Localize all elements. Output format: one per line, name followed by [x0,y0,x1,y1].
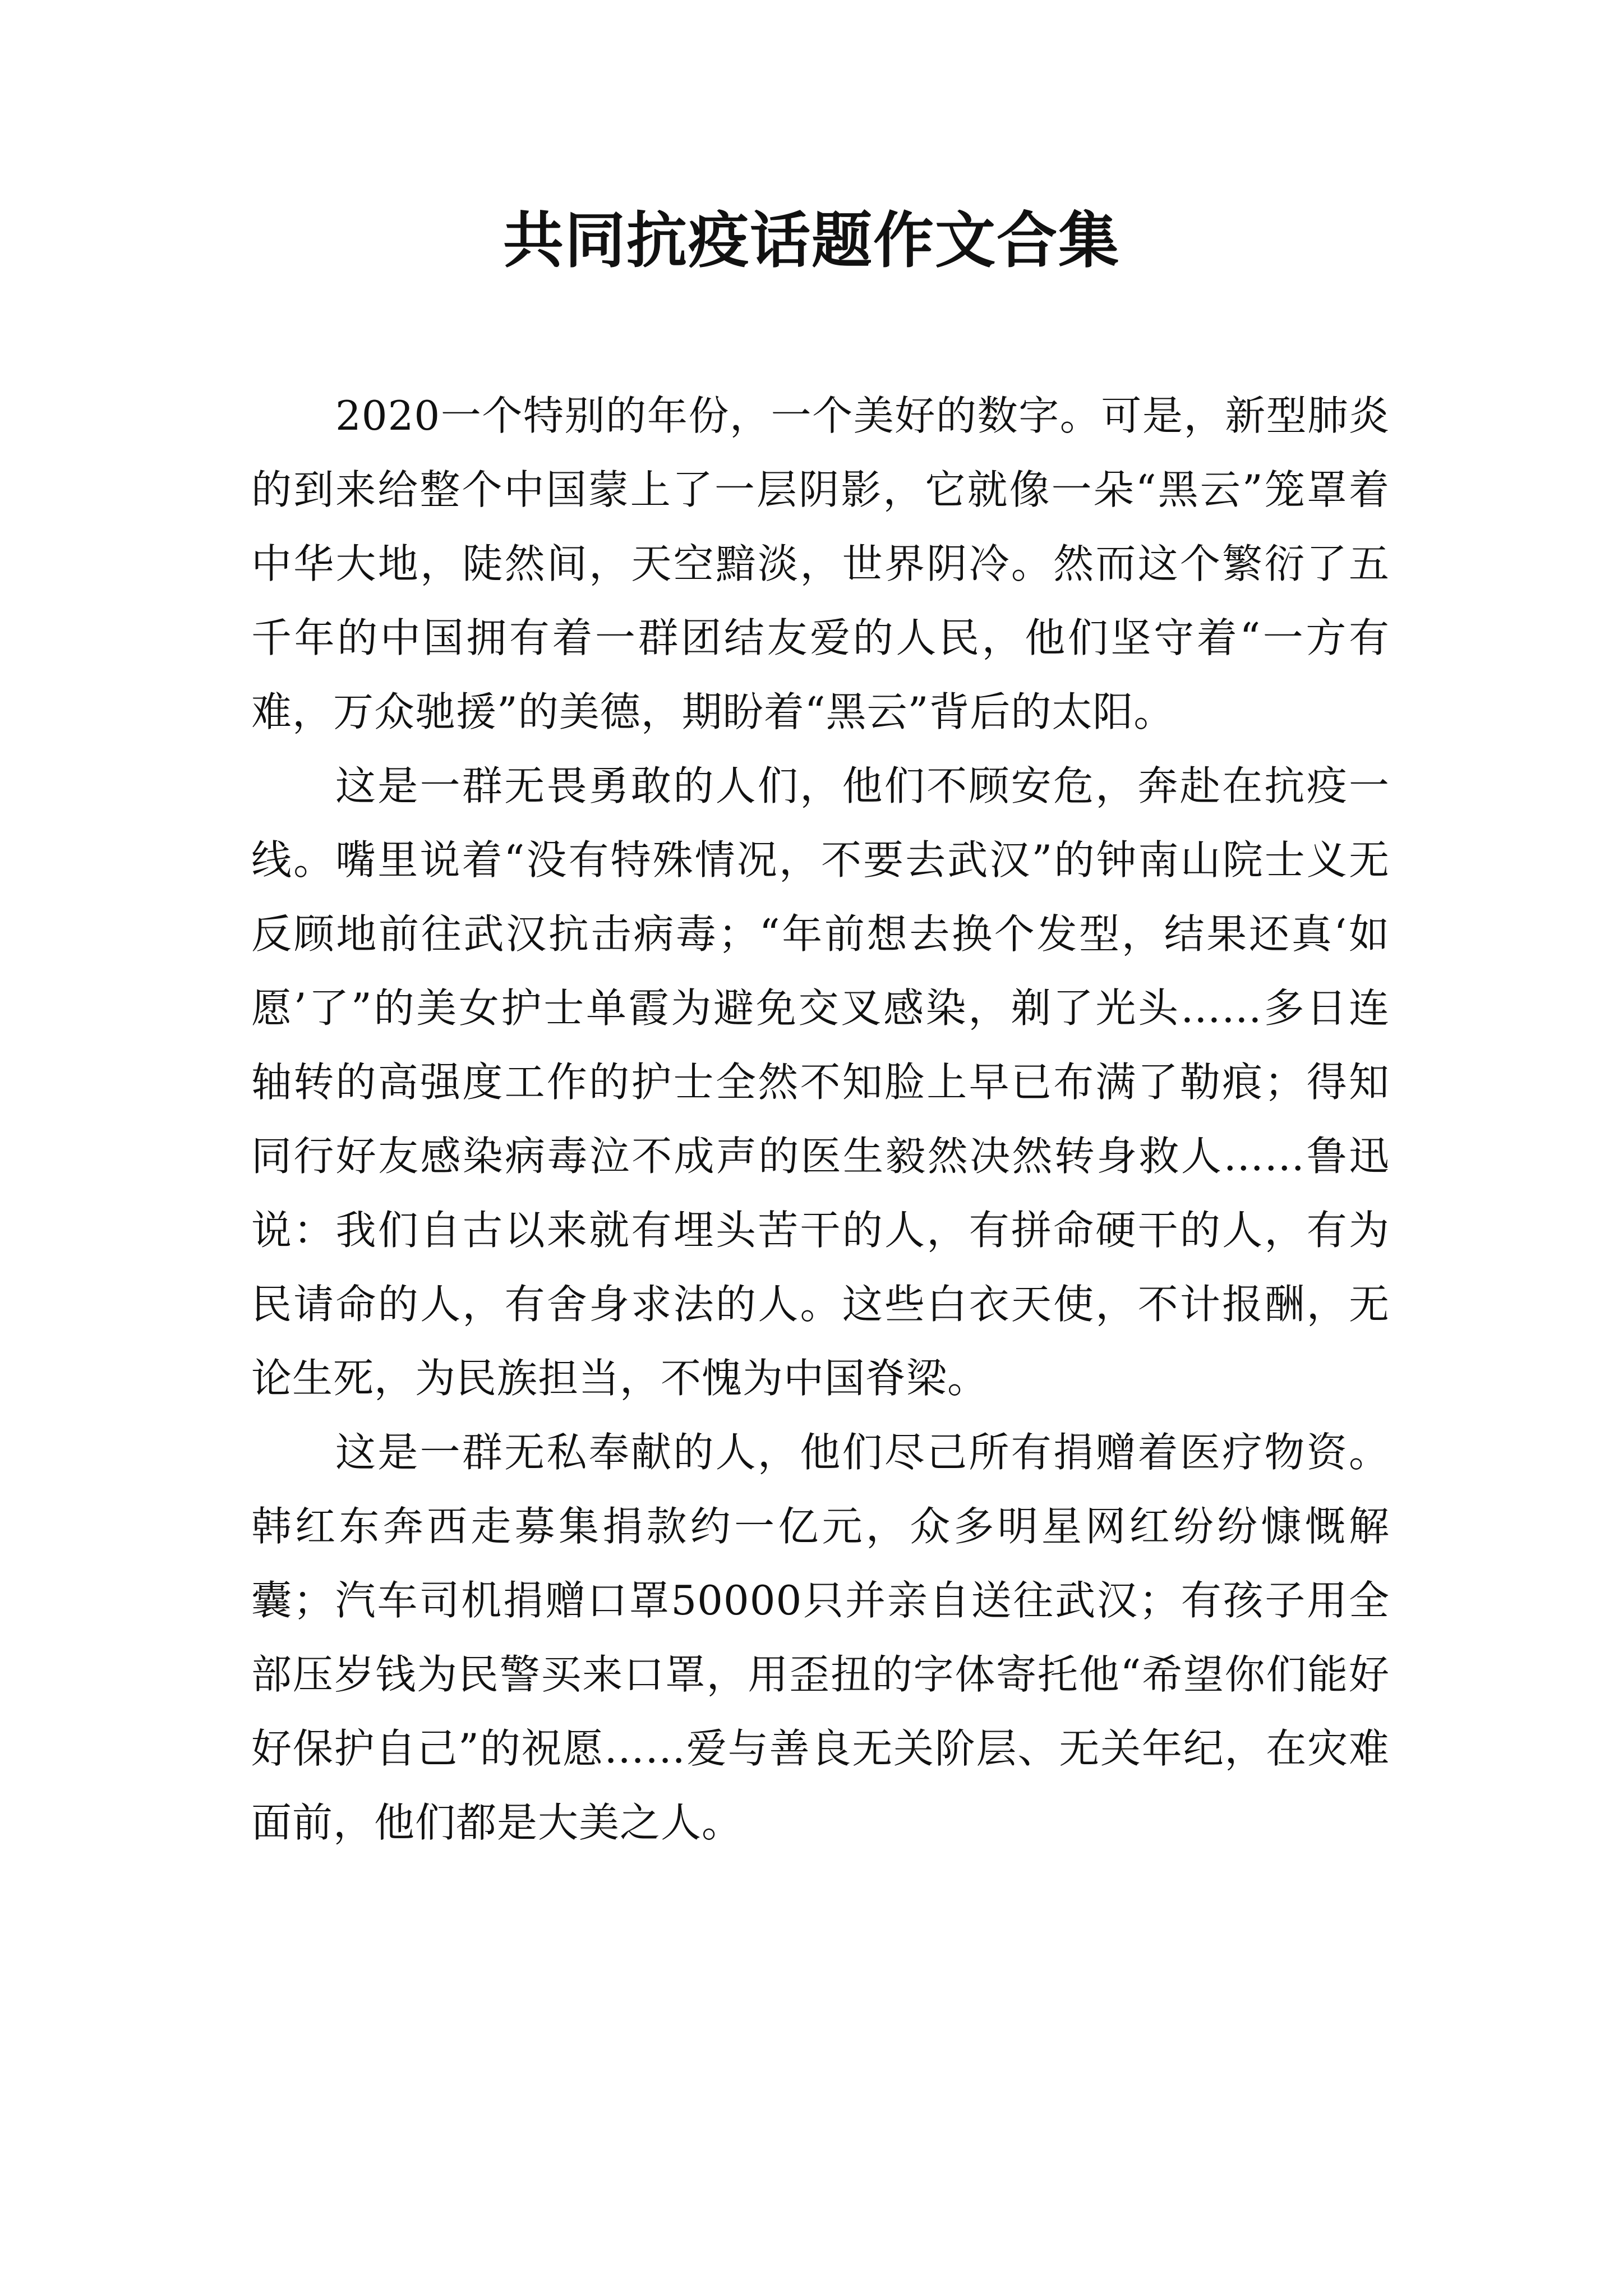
document-body [251,379,1390,1860]
document-title: 共同抗疫话题作文合集 [502,206,1120,276]
paragraph-3: 这是一群无私奉献的人，他们尽己所有捐赠着医疗物资。韩红东奔西走募集捐款约一亿元，众多明星网红纷纷慷慨解囊；汽车司机捐赠口罩50000只并亲自送往武汉；有孩子用全部压岁钱为民警买来口罩，用歪扭的字体寄托他“希望你们能好好保护自己”的祝愿……爱与善良无关阶层、无关年纪，在灾难面前，他们都是大美之人。 [251,1429,1390,1846]
paragraph-2: 这是一群无畏勇敢的人们，他们不顾安危，奔赴在抗疫一线。嘴里说着“没有特殊情况，不要去武汉”的钟南山院士义无反顾地前往武汉抗击病毒；“年前想去换个发型，结果还真‘如愿’了”的美女护士单霞为避免交叉感染，剃了光头……多日连轴转的高强度工作的护士全然不知脸上早已布满了勒痕；得知同行好友感染病毒泣不成声的医生毅然决然转身救人……鲁迅说：我们自古以来就有埋头苦干的人，有拼命硬干的人，有为民请命的人，有舍身求法的人。这些白衣天使，不计报酬，无论生死，为民族担当，不愧为中国脊梁。 [251,762,1390,1402]
paragraph-1: 2020一个特别的年份，一个美好的数字。可是，新型肺炎的到来给整个中国蒙上了一层阴影，它就像一朵“黑云”笼罩着中华大地，陡然间，天空黯淡，世界阴冷。然而这个繁衍了五千年的中国拥有着一群团结友爱的人民，他们坚守着“一方有难，万众驰援”的美德，期盼着“黑云”背后的太阳。 [251,392,1390,735]
